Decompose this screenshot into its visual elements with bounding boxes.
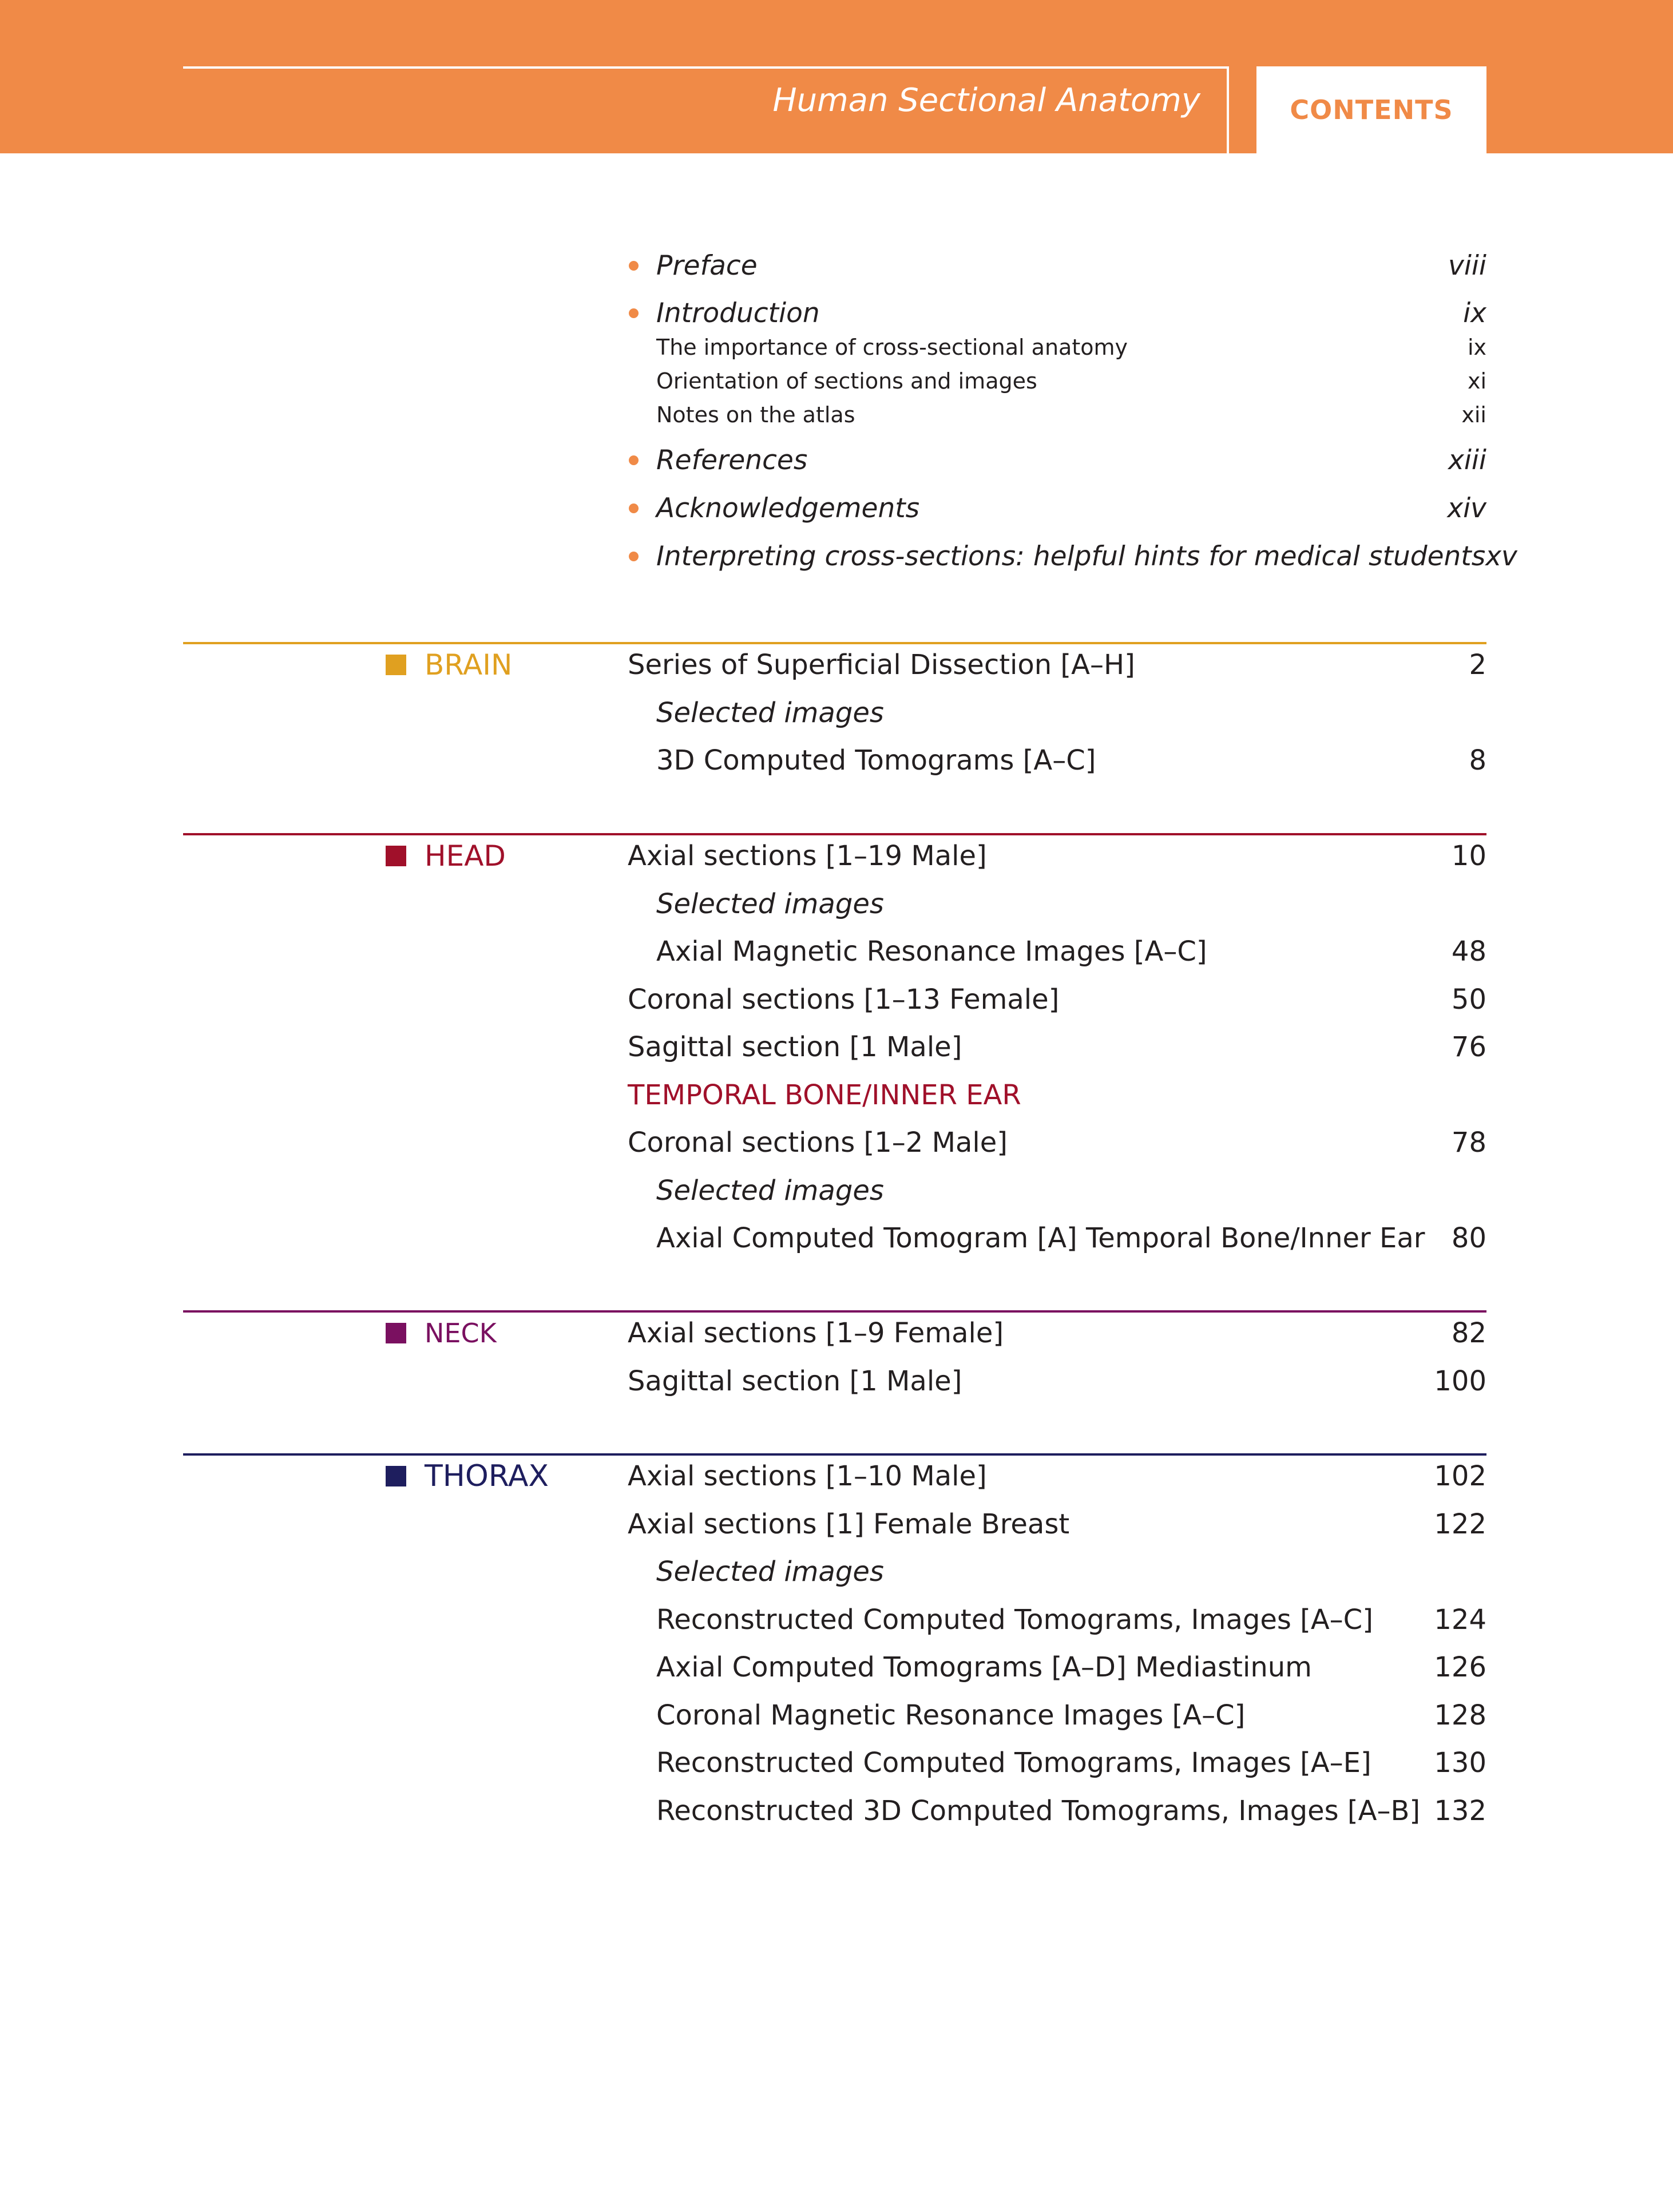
toc-entry-title: Orientation of sections and images [656,368,1037,394]
toc-entry-title: Axial sections [1–10 Male] [628,1460,987,1492]
toc-acknowledgements[interactable] [628,484,1486,532]
toc-entry-title: 3D Computed Tomograms [A–C] [656,744,1096,776]
header-divider [1227,66,1229,153]
toc-entry-page: 82 [1451,1317,1486,1349]
toc-entry-page: 10 [1451,840,1486,872]
bullet-icon [629,308,639,318]
toc-entry-page: 128 [1434,1699,1486,1731]
toc-selected-images [628,689,1486,737]
toc-entry-page: xiv [1447,492,1486,524]
toc-entry[interactable] [628,1214,1486,1262]
section-label-brain [386,641,512,689]
header-rule [183,66,1229,69]
toc-references[interactable] [628,436,1486,484]
toc-entry-page: 2 [1469,649,1486,681]
toc-selected-images [628,880,1486,928]
toc-entry-title: Axial Computed Tomogram [A] Temporal Bone/Inner Ear [656,1222,1425,1254]
toc-entry-title: Series of Superficial Dissection [A–H] [628,649,1135,681]
toc-entry-title: Interpreting cross-sections: helpful hints for medical students [656,540,1486,572]
toc-entry-title: The importance of cross-sectional anatomy [656,335,1128,360]
square-icon [386,846,406,866]
toc-subentry[interactable] [628,398,1486,431]
toc-entry[interactable] [628,1119,1486,1167]
toc-entry[interactable] [628,641,1486,689]
toc-subentry[interactable] [628,331,1486,364]
section-label-text: THORAX [425,1459,549,1493]
toc-entry[interactable] [628,1357,1486,1405]
toc-entry-page: viii [1448,249,1486,282]
bullet-icon [629,504,639,513]
section-label-thorax [386,1452,549,1500]
toc-entry-title: Reconstructed Computed Tomograms, Images [A–C] [656,1604,1373,1636]
book-title: Human Sectional Anatomy [772,82,1200,119]
toc-entry-page: 100 [1434,1365,1486,1397]
toc-entry[interactable] [628,1596,1486,1644]
toc-subheading-temporal-bone [628,1071,1486,1119]
bullet-icon [629,455,639,465]
toc-entry-page: xi [1467,368,1486,394]
toc-entry-page: xv [1485,540,1517,572]
contents-tab: CONTENTS [1256,66,1486,153]
toc-entry-page: 8 [1469,744,1486,776]
toc-entry-page: xiii [1448,444,1486,476]
toc-entry[interactable] [628,832,1486,880]
toc-entry[interactable] [628,1500,1486,1548]
toc-entry[interactable] [628,1023,1486,1071]
toc-entry[interactable] [628,1739,1486,1787]
toc-entry-title: Preface [656,249,758,282]
toc-entry-title: Axial sections [1–19 Male] [628,840,987,872]
toc-entry-title: Selected images [656,697,884,729]
toc-entry-title: Introduction [656,297,820,329]
toc-entry[interactable] [628,1643,1486,1691]
toc-entry[interactable] [628,1309,1486,1357]
toc-entry-page: 50 [1451,984,1486,1016]
toc-selected-images [628,1167,1486,1215]
bullet-icon [629,261,639,271]
section-label-text: NECK [425,1318,497,1349]
section-label-text: HEAD [425,839,506,873]
toc-subheading-title: TEMPORAL BONE/INNER EAR [628,1079,1021,1111]
section-label-head [386,832,506,880]
toc-entry[interactable] [628,736,1486,784]
toc-entry-title: Sagittal section [1 Male] [628,1365,962,1397]
toc-entry-title: Axial Computed Tomograms [A–D] Mediastinum [656,1651,1312,1683]
toc-entry-title: Coronal sections [1–2 Male] [628,1127,1008,1159]
section-label-text: BRAIN [425,648,513,681]
toc-entry-page: xii [1461,402,1486,427]
toc-entry-title: References [656,444,808,476]
bullet-icon [629,552,639,561]
toc-entry-title: Selected images [656,1175,884,1207]
toc-entry-page: 76 [1451,1031,1486,1063]
section-label-neck [386,1309,497,1357]
toc-entry-page: 130 [1434,1747,1486,1779]
toc-entry-title: Axial sections [1] Female Breast [628,1508,1070,1540]
square-icon [386,1466,406,1486]
toc-entry[interactable] [628,976,1486,1024]
toc-entry-page: 78 [1451,1127,1486,1159]
toc-entry-title: Reconstructed Computed Tomograms, Images [A–E] [656,1747,1371,1779]
toc-entry-page: 48 [1451,935,1486,968]
square-icon [386,1323,406,1343]
toc-entry-page: ix [1463,297,1486,329]
toc-entry-title: Sagittal section [1 Male] [628,1031,962,1063]
toc-introduction[interactable] [628,289,1486,337]
toc-entry-title: Coronal sections [1–13 Female] [628,984,1060,1016]
toc-entry-title: Acknowledgements [656,492,920,524]
toc-entry-title: Axial sections [1–9 Female] [628,1317,1004,1349]
toc-entry[interactable] [628,1691,1486,1739]
toc-entry-page: 124 [1434,1604,1486,1636]
toc-preface[interactable] [628,241,1486,290]
toc-entry-title: Selected images [656,888,884,920]
toc-entry-title: Selected images [656,1556,884,1588]
toc-entry-page: 126 [1434,1651,1486,1683]
toc-entry-page: 122 [1434,1508,1486,1540]
toc-subentry[interactable] [628,364,1486,398]
toc-entry-page: 132 [1434,1795,1486,1827]
toc-interpreting[interactable] [628,532,1517,580]
toc-entry[interactable] [628,927,1486,976]
toc-entry-page: ix [1467,335,1486,360]
toc-selected-images [628,1548,1486,1596]
square-icon [386,655,406,675]
toc-entry-page: 80 [1451,1222,1486,1254]
toc-entry-title: Reconstructed 3D Computed Tomograms, Images [A–B] [656,1795,1421,1827]
toc-entry-title: Axial Magnetic Resonance Images [A–C] [656,935,1207,968]
toc-entry[interactable] [628,1452,1486,1500]
toc-entry-title: Notes on the atlas [656,402,855,427]
toc-entry[interactable] [628,1787,1486,1835]
toc-entry-title: Coronal Magnetic Resonance Images [A–C] [656,1699,1246,1731]
toc-entry-page: 102 [1434,1460,1486,1492]
